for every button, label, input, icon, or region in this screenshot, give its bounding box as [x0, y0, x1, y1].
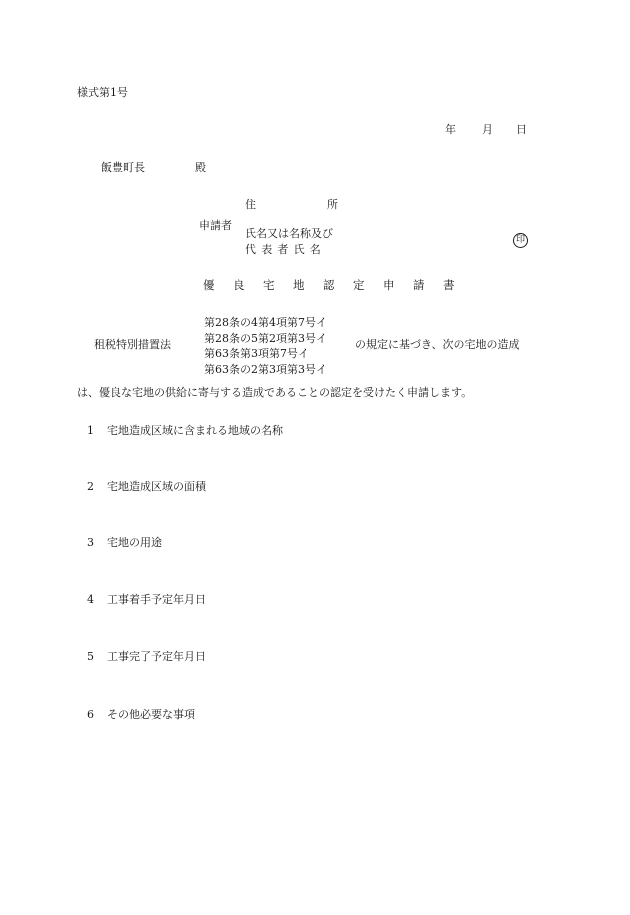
article-list [204, 315, 327, 377]
body-continuation: は、優良な宅地の供給に寄与する造成であることの認定を受けたく申請します。 [77, 386, 473, 399]
item-label: 工事完了予定年月日 [107, 650, 206, 663]
address-label-second: 所 [327, 198, 338, 211]
form-number: 様式第1号 [77, 86, 128, 99]
law-name: 租税特別措置法 [94, 338, 171, 351]
article-item: 第28条の4第4項第7号イ [204, 316, 327, 329]
item-label: 工事着手予定年月日 [107, 593, 206, 606]
item-area-size [87, 481, 206, 492]
document-title: 優良宅地認定申請書 [203, 278, 473, 292]
date-month-label: 月 [482, 123, 493, 136]
seal-mark: 印 [513, 233, 528, 248]
provision-text: の規定に基づき、次の宅地の造成 [355, 338, 520, 351]
addressee-name: 飯豊町長 [101, 161, 145, 174]
date-day-label: 日 [516, 123, 527, 136]
item-number: 2 [87, 480, 94, 493]
item-label: その他必要な事項 [107, 708, 195, 721]
date-year-label: 年 [445, 123, 456, 136]
item-label: 宅地の用途 [107, 536, 162, 549]
address-label-first: 住 [245, 198, 256, 211]
item-number: 1 [87, 424, 94, 437]
item-land-use [87, 537, 162, 548]
article-item: 第63条第3項第7号イ [204, 347, 309, 360]
item-other-matters [87, 709, 195, 720]
item-number: 5 [87, 650, 94, 663]
item-completion-date [87, 651, 206, 662]
article-item: 第28条の5第2項第3号イ [204, 331, 327, 345]
name-label-line2: 代表者氏名 [245, 243, 326, 256]
item-label: 宅地造成区域の面積 [107, 480, 206, 493]
item-number: 3 [87, 536, 94, 549]
item-number: 6 [87, 708, 94, 721]
item-number: 4 [87, 593, 94, 606]
applicant-label: 申請者 [199, 219, 232, 232]
item-area-name [87, 425, 283, 436]
article-item: 第63条の2第3項第3号イ [204, 362, 327, 376]
addressee-honorific: 殿 [195, 161, 206, 174]
item-label: 宅地造成区域に含まれる地域の名称 [107, 424, 283, 437]
item-start-date [87, 594, 206, 605]
name-label-line1: 氏名又は名称及び [245, 227, 333, 240]
